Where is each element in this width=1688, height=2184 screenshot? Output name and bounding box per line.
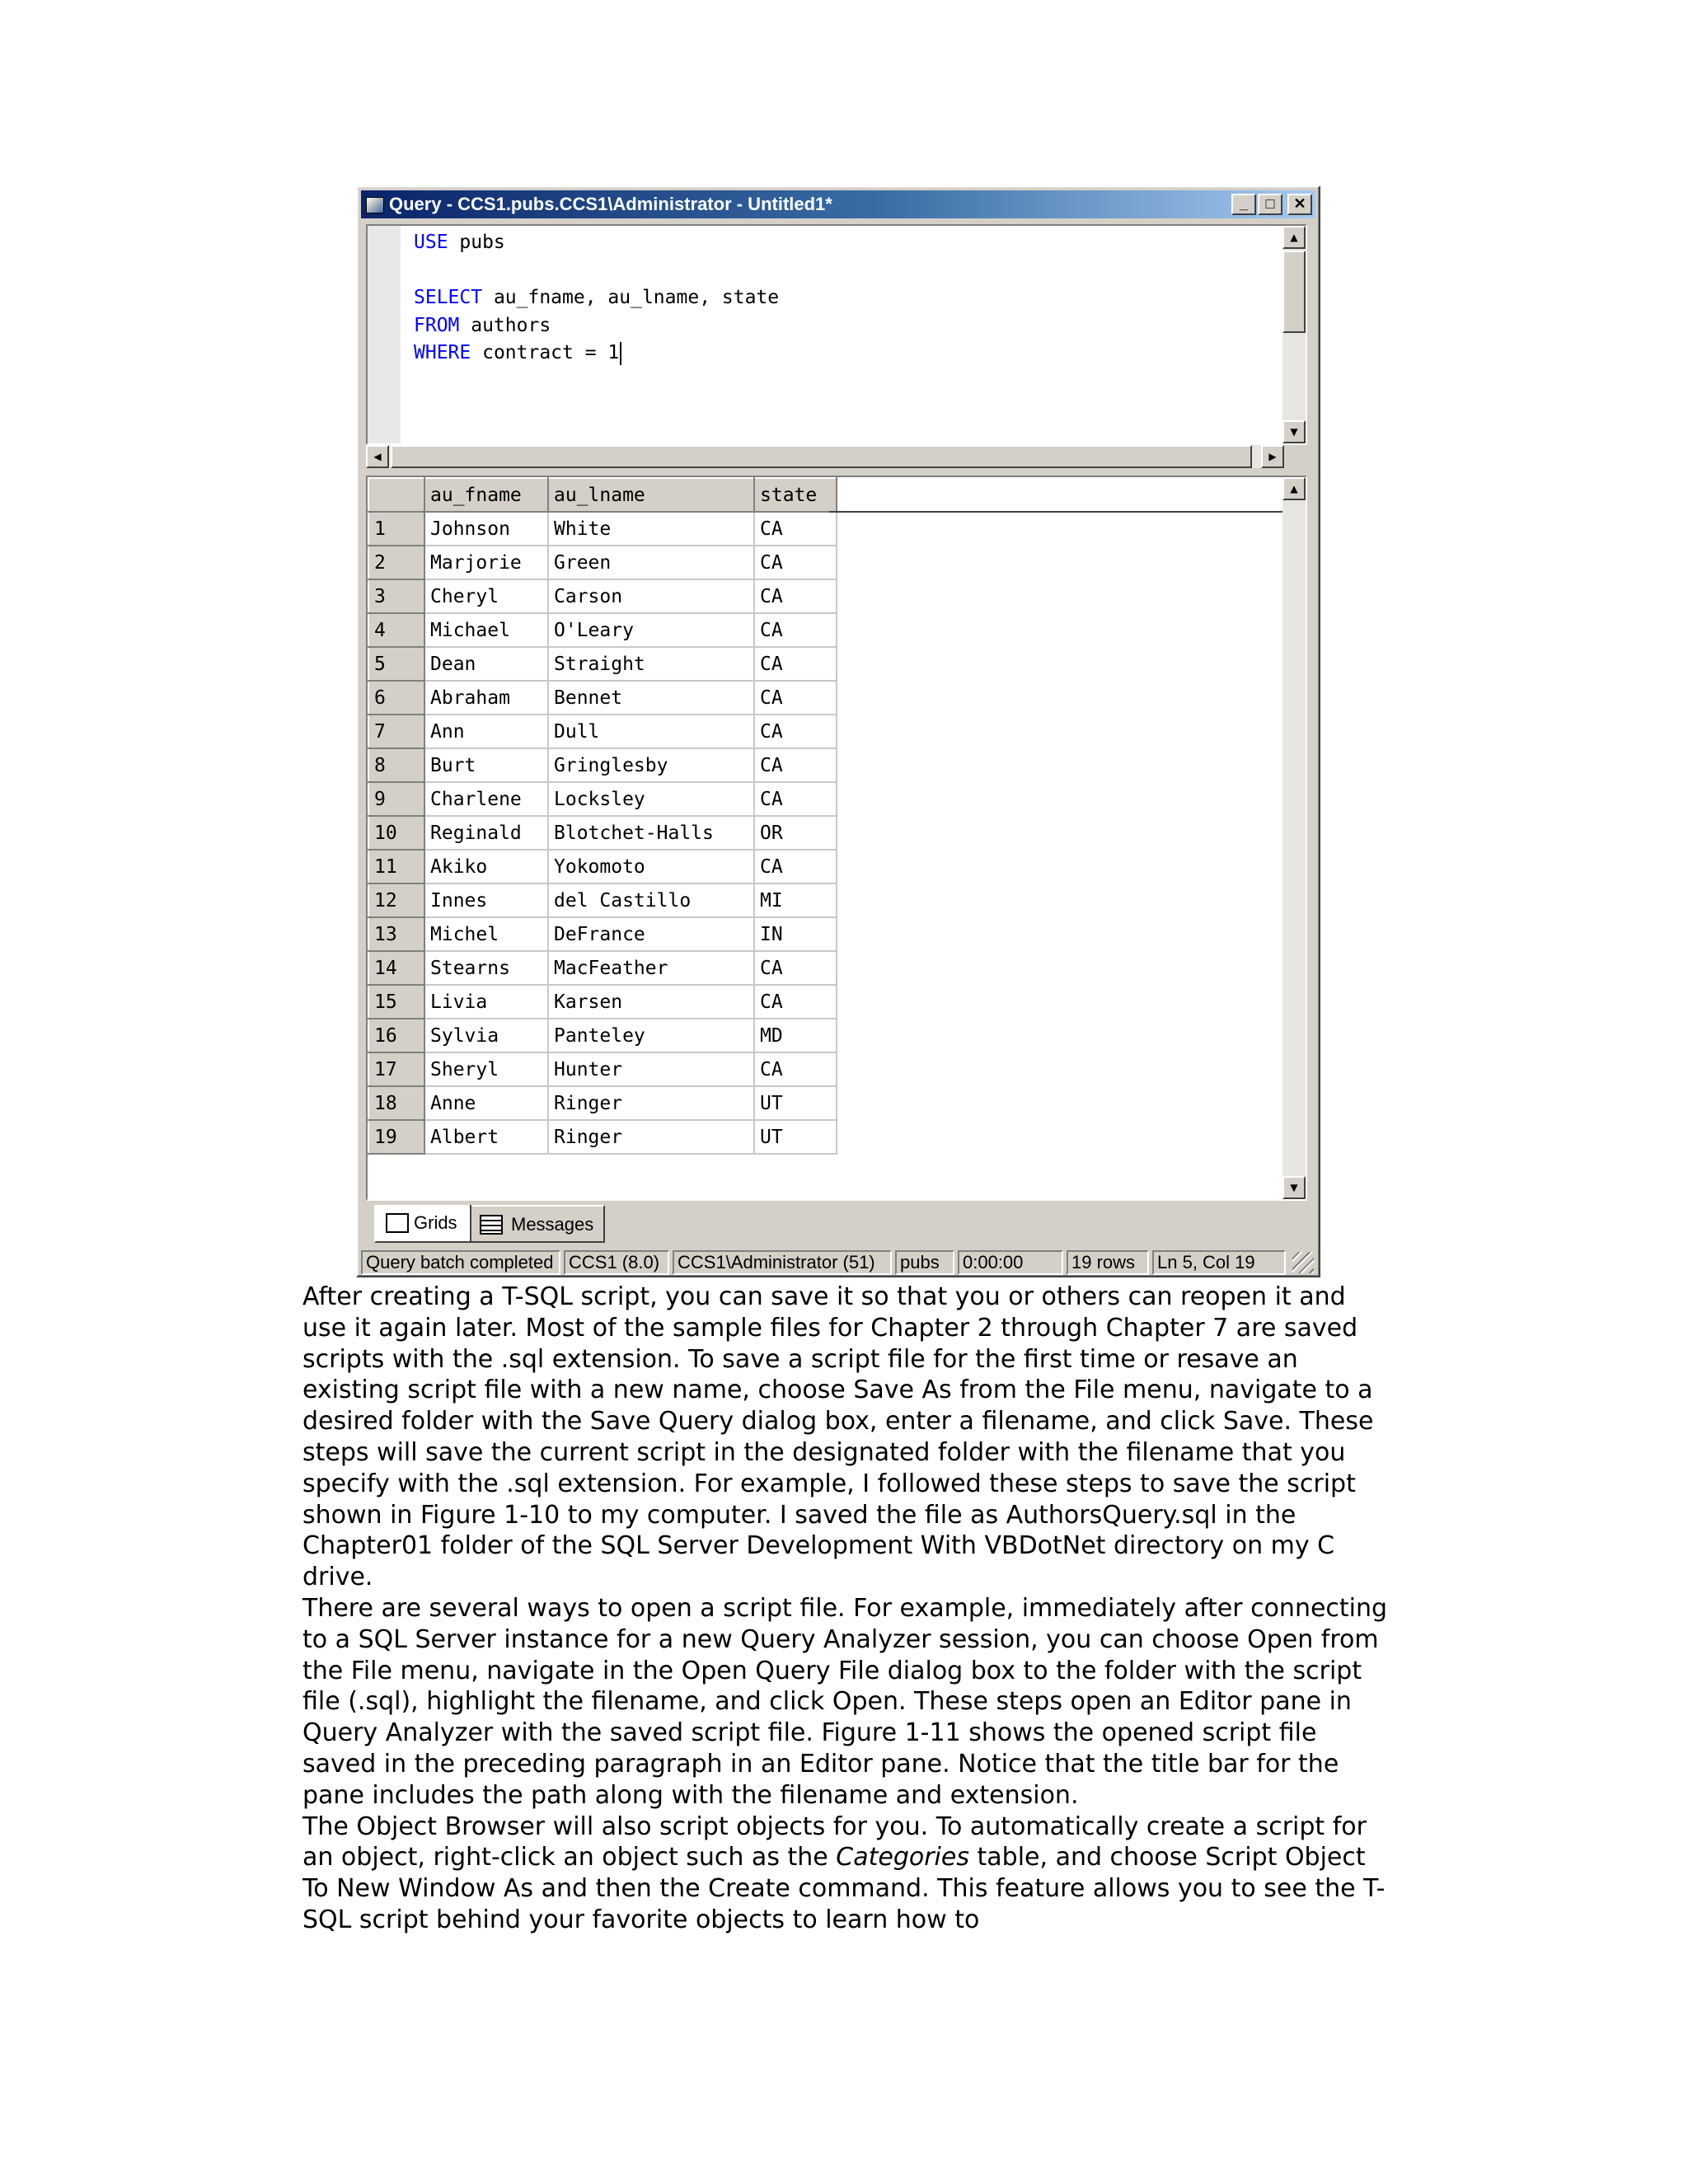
table-row[interactable]: [368, 782, 837, 816]
row-number[interactable]: 15: [368, 985, 424, 1019]
resize-grip-icon[interactable]: [1292, 1252, 1314, 1273]
cell-au-lname[interactable]: Green: [548, 546, 754, 579]
paragraph-text: The Object Browser will also script objects for you. To automatically create a script for an object, right-click an object such as the: [302, 1811, 1367, 1872]
table-row[interactable]: [368, 1019, 837, 1052]
row-number[interactable]: 18: [368, 1086, 424, 1120]
cell-state[interactable]: CA: [754, 579, 837, 613]
cell-state[interactable]: UT: [754, 1086, 837, 1120]
sql-keyword: FROM: [414, 314, 460, 336]
column-header-au-lname[interactable]: au_lname: [548, 478, 754, 512]
maximize-button[interactable]: □: [1258, 194, 1282, 215]
cell-state[interactable]: OR: [754, 816, 837, 850]
cell-au-fname[interactable]: Innes: [424, 883, 548, 917]
results-grid[interactable]: [368, 477, 837, 1155]
tab-grids[interactable]: [374, 1205, 471, 1243]
grid-header-row: [368, 478, 837, 512]
results-pane[interactable]: [366, 476, 1307, 1201]
scroll-up-arrow-icon[interactable]: ▲: [1282, 226, 1306, 249]
status-user: CCS1\Administrator (51): [673, 1250, 892, 1275]
row-number[interactable]: 7: [368, 715, 424, 748]
cell-state[interactable]: CA: [754, 951, 837, 985]
table-row[interactable]: [368, 883, 837, 917]
cell-au-lname[interactable]: O'Leary: [548, 613, 754, 647]
tab-messages[interactable]: [471, 1205, 605, 1243]
close-button[interactable]: ✕: [1287, 194, 1312, 215]
tab-grids-label: Grids: [414, 1212, 457, 1233]
cell-au-fname[interactable]: Stearns: [424, 951, 548, 985]
row-number[interactable]: 5: [368, 647, 424, 681]
cell-au-lname[interactable]: Ringer: [548, 1086, 754, 1120]
sql-text: contract = 1: [471, 342, 620, 363]
row-number[interactable]: 11: [368, 850, 424, 883]
row-number[interactable]: 3: [368, 579, 424, 613]
cell-au-lname[interactable]: DeFrance: [548, 917, 754, 951]
sql-keyword: USE: [414, 232, 448, 253]
grid-icon: [386, 1213, 409, 1233]
cell-au-fname[interactable]: Cheryl: [424, 579, 548, 613]
status-bar: [361, 1250, 1315, 1277]
cell-state[interactable]: CA: [754, 715, 837, 748]
table-row[interactable]: [368, 715, 837, 748]
text-caret: [620, 342, 621, 365]
cell-au-fname[interactable]: Dean: [424, 647, 548, 681]
cell-au-fname[interactable]: Livia: [424, 985, 548, 1019]
minimize-button[interactable]: _: [1231, 194, 1256, 215]
table-row[interactable]: [368, 1120, 837, 1154]
cell-state[interactable]: MD: [754, 1019, 837, 1052]
editor-gutter: [368, 226, 401, 443]
editor-pane[interactable]: [366, 224, 1307, 445]
table-row[interactable]: [368, 546, 837, 579]
body-text: [302, 1282, 1390, 1936]
row-number[interactable]: 8: [368, 748, 424, 782]
scroll-right-arrow-icon[interactable]: ▶: [1261, 445, 1284, 468]
table-row[interactable]: [368, 985, 837, 1019]
sql-code[interactable]: [414, 229, 779, 368]
cell-au-fname[interactable]: Johnson: [424, 512, 548, 546]
column-header-au-fname[interactable]: au_fname: [424, 478, 548, 512]
cell-state[interactable]: CA: [754, 613, 837, 647]
cell-au-lname[interactable]: del Castillo: [548, 883, 754, 917]
cell-au-fname[interactable]: Sheryl: [424, 1052, 548, 1086]
cell-state[interactable]: CA: [754, 546, 837, 579]
table-row[interactable]: [368, 1052, 837, 1086]
cell-state[interactable]: CA: [754, 748, 837, 782]
code-line[interactable]: [414, 312, 779, 340]
query-window-icon: [366, 197, 384, 213]
cell-au-lname[interactable]: Panteley: [548, 1019, 754, 1052]
cell-au-lname[interactable]: Carson: [548, 579, 754, 613]
status-row-count: 19 rows: [1067, 1250, 1149, 1275]
window-title: Query - CCS1.pubs.CCS1\Administrator - Untitled1*: [389, 194, 832, 214]
row-number[interactable]: 12: [368, 883, 424, 917]
editor-vertical-scrollbar[interactable]: [1282, 226, 1306, 443]
cell-au-fname[interactable]: Michel: [424, 917, 548, 951]
table-row[interactable]: [368, 512, 837, 546]
scroll-thumb[interactable]: [1282, 251, 1306, 333]
cell-au-lname[interactable]: MacFeather: [548, 951, 754, 985]
horizontal-scroll-thumb[interactable]: [391, 445, 1252, 468]
row-number[interactable]: 1: [368, 512, 424, 546]
table-row[interactable]: [368, 647, 837, 681]
cell-au-lname[interactable]: Hunter: [548, 1052, 754, 1086]
scroll-down-arrow-icon[interactable]: ▼: [1282, 420, 1306, 443]
cell-state[interactable]: CA: [754, 647, 837, 681]
scroll-left-arrow-icon[interactable]: ◀: [366, 445, 389, 468]
row-number[interactable]: 16: [368, 1019, 424, 1052]
cell-au-fname[interactable]: Albert: [424, 1120, 548, 1154]
paragraph-object-browser: [302, 1811, 1390, 1936]
cell-au-fname[interactable]: Michael: [424, 613, 548, 647]
table-name-emphasis: Categories: [836, 1843, 969, 1872]
row-number-header[interactable]: [368, 478, 424, 512]
code-line[interactable]: [414, 284, 779, 312]
code-line[interactable]: [414, 257, 779, 285]
grid-header-divider: [829, 511, 1282, 513]
cell-state[interactable]: CA: [754, 512, 837, 546]
table-row[interactable]: [368, 816, 837, 850]
row-number[interactable]: 10: [368, 816, 424, 850]
row-number[interactable]: 13: [368, 917, 424, 951]
results-scroll-up-arrow-icon[interactable]: ▲: [1282, 477, 1306, 500]
cell-au-lname[interactable]: Locksley: [548, 782, 754, 816]
sql-text: au_fname, au_lname, state: [482, 287, 780, 308]
cell-au-fname[interactable]: Sylvia: [424, 1019, 548, 1052]
cell-au-fname[interactable]: Anne: [424, 1086, 548, 1120]
paragraph-text-continued: table, and choose Script Object To New Window As and then the Create command. This feature allows you to see the T-SQL script behind your favorite objects to learn how to: [302, 1843, 1386, 1934]
cell-au-fname[interactable]: Akiko: [424, 850, 548, 883]
table-row[interactable]: [368, 681, 837, 715]
cell-au-fname[interactable]: Reginald: [424, 816, 548, 850]
code-line[interactable]: [414, 340, 779, 368]
cell-au-fname[interactable]: Ann: [424, 715, 548, 748]
cell-au-fname[interactable]: Burt: [424, 748, 548, 782]
row-number[interactable]: 6: [368, 681, 424, 715]
cell-state[interactable]: CA: [754, 985, 837, 1019]
table-row[interactable]: [368, 951, 837, 985]
table-row[interactable]: [368, 850, 837, 883]
cell-au-lname[interactable]: White: [548, 512, 754, 546]
cell-au-lname[interactable]: Dull: [548, 715, 754, 748]
cell-au-lname[interactable]: Gringlesby: [548, 748, 754, 782]
table-row[interactable]: [368, 1086, 837, 1120]
editor-horizontal-scrollbar[interactable]: [366, 445, 1284, 468]
row-number[interactable]: 9: [368, 782, 424, 816]
code-line[interactable]: [414, 229, 779, 257]
results-vertical-scrollbar[interactable]: [1282, 477, 1306, 1199]
cell-au-lname[interactable]: Ringer: [548, 1120, 754, 1154]
query-analyzer-window: [356, 185, 1320, 1277]
cell-state[interactable]: CA: [754, 850, 837, 883]
row-number[interactable]: 14: [368, 951, 424, 985]
table-row[interactable]: [368, 917, 837, 951]
cell-state[interactable]: CA: [754, 1052, 837, 1086]
cell-state[interactable]: CA: [754, 782, 837, 816]
table-row[interactable]: [368, 748, 837, 782]
sql-text: pubs: [448, 232, 505, 253]
status-server: CCS1 (8.0): [564, 1250, 669, 1275]
cell-state[interactable]: UT: [754, 1120, 837, 1154]
paragraph-open-script: There are several ways to open a script file. For example, immediately after connecting to a SQL Server instance for a new Query Analyzer session, you can choose Open from the File menu, navigate in the Open Query File dialog box to the folder with the script file (.sql), highlight the filename, and click Open. These steps open an Editor pane in Query Analyzer with the saved script file. Figure 1-11 shows the opened script file saved in the preceding paragraph in an Editor pane. Notice that the title bar for the pane includes the path along with the filename and extension.: [302, 1593, 1388, 1810]
cell-au-lname[interactable]: Karsen: [548, 985, 754, 1019]
cell-au-fname[interactable]: Marjorie: [424, 546, 548, 579]
status-database: pubs: [895, 1250, 954, 1275]
cell-au-lname[interactable]: Blotchet-Halls: [548, 816, 754, 850]
cell-au-fname[interactable]: Abraham: [424, 681, 548, 715]
table-row[interactable]: [368, 613, 837, 647]
status-message: Query batch completed: [361, 1250, 560, 1275]
tab-messages-label: Messages: [511, 1214, 594, 1235]
sql-keyword: WHERE: [414, 342, 471, 363]
title-bar[interactable]: [361, 190, 1315, 218]
status-cursor-position: Ln 5, Col 19: [1152, 1250, 1286, 1275]
sql-keyword: SELECT: [414, 287, 483, 308]
cell-au-lname[interactable]: Yokomoto: [548, 850, 754, 883]
row-number[interactable]: 2: [368, 546, 424, 579]
grid-body: [368, 512, 837, 1154]
paragraph-save-script: After creating a T-SQL script, you can save it so that you or others can reopen it and use it again later. Most of the sample files for Chapter 2 through Chapter 7 are saved scripts with the .sql extension. To save a script file for the first time or resave an existing script file with a new name, choose Save As from the File menu, navigate to a desired folder with the Save Query dialog box, enter a filename, and click Save. These steps will save the current script in the designated folder with the filename that you specify with the .sql extension. For example, I followed these steps to save the script shown in Figure 1-10 to my computer. I saved the file as AuthorsQuery.sql in the Chapter01 folder of the SQL Server Development With VBDotNet directory on my C drive.: [302, 1282, 1374, 1592]
messages-icon: [480, 1215, 503, 1235]
table-row[interactable]: [368, 579, 837, 613]
cell-state[interactable]: CA: [754, 681, 837, 715]
status-elapsed-time: 0:00:00: [958, 1250, 1063, 1275]
row-number[interactable]: 19: [368, 1120, 424, 1154]
row-number[interactable]: 17: [368, 1052, 424, 1086]
row-number[interactable]: 4: [368, 613, 424, 647]
column-header-state[interactable]: state: [754, 478, 837, 512]
sql-text: authors: [459, 314, 551, 336]
cell-au-lname[interactable]: Bennet: [548, 681, 754, 715]
cell-state[interactable]: IN: [754, 917, 837, 951]
cell-au-lname[interactable]: Straight: [548, 647, 754, 681]
cell-au-fname[interactable]: Charlene: [424, 782, 548, 816]
cell-state[interactable]: MI: [754, 883, 837, 917]
results-scroll-down-arrow-icon[interactable]: ▼: [1282, 1176, 1306, 1199]
